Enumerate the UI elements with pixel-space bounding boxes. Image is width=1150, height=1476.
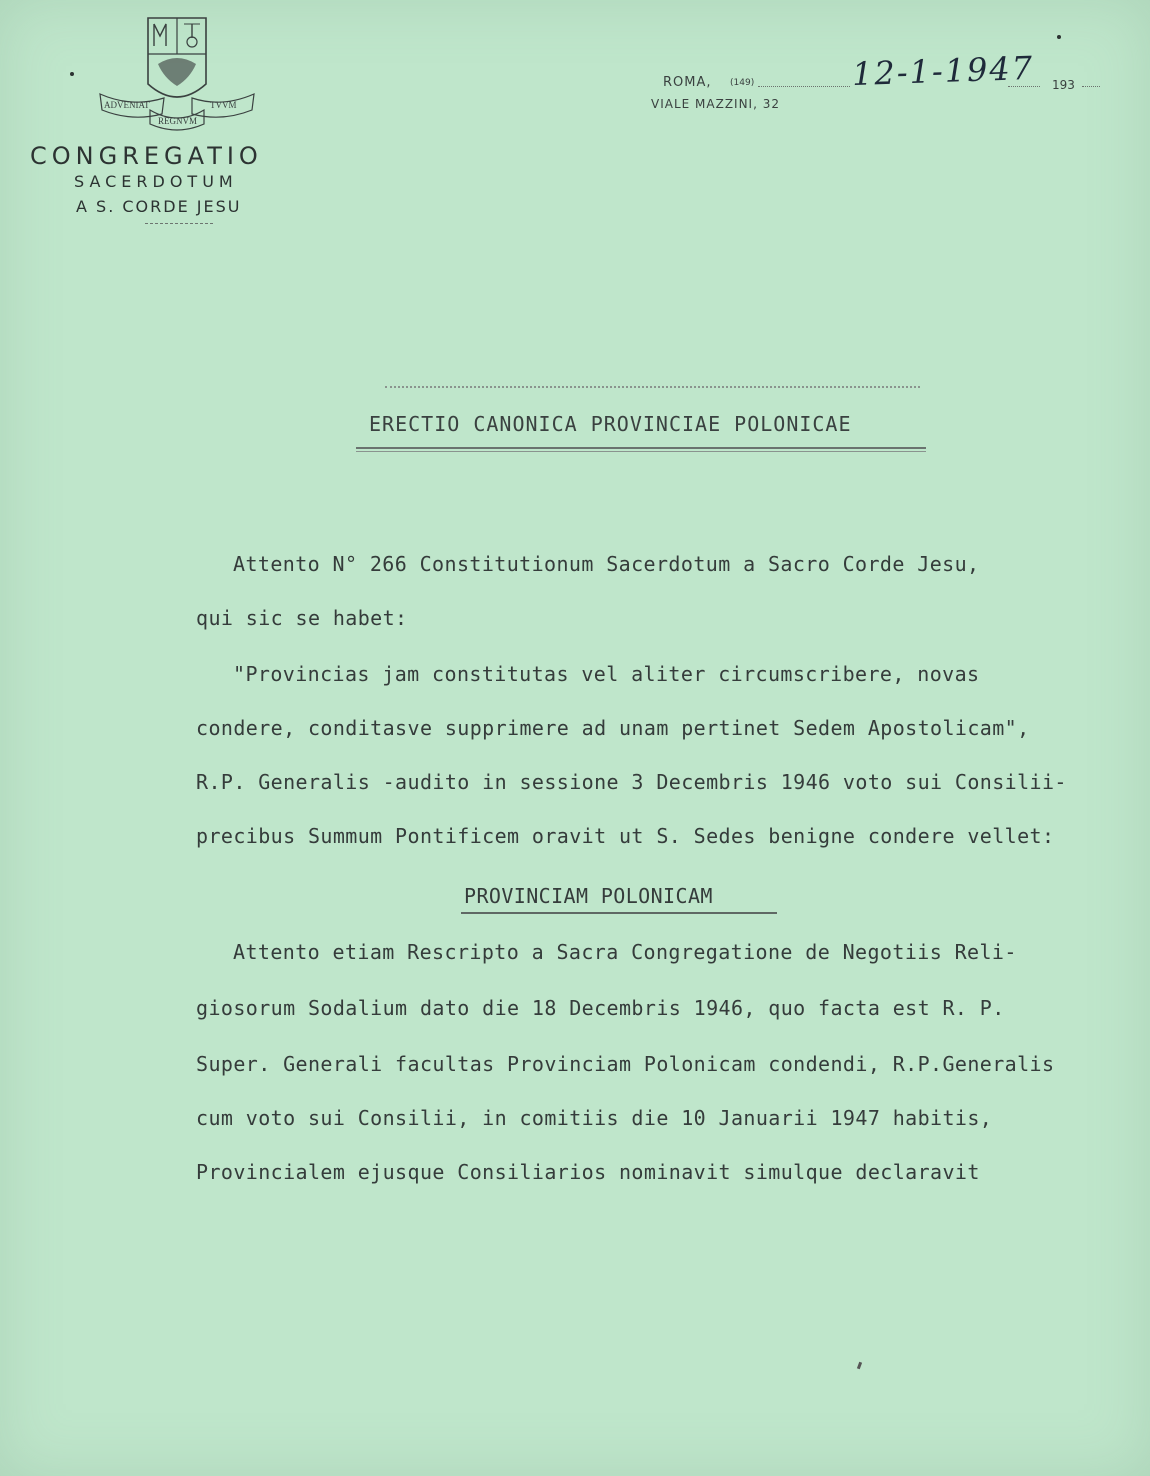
body-line: condere, conditasve supprimere ad unam pertinet Sedem Apostolicam",	[196, 716, 1030, 740]
body-line: Attento N° 266 Constitutionum Sacerdotum a Sacro Corde Jesu,	[233, 552, 980, 576]
crest-logo	[92, 14, 262, 134]
crest-banner-bottom: REGNVM	[158, 116, 198, 126]
body-line: giosorum Sodalium dato die 18 Decembris 1946, quo facta est R. P.	[196, 996, 1005, 1020]
title-dotted-rule	[385, 386, 920, 388]
title-underline	[356, 451, 926, 452]
city-code: (149)	[730, 78, 755, 88]
sub-heading-underline	[461, 912, 777, 914]
org-subtitle-2: A S. CORDE JESU	[76, 197, 242, 216]
body-line: Super. Generali facultas Provinciam Polonicam condendi, R.P.Generalis	[196, 1052, 1055, 1076]
date-dotted-line	[1082, 86, 1100, 87]
body-line: R.P. Generalis -audito in sessione 3 Decembris 1946 voto sui Consilii-	[196, 770, 1067, 794]
date-dotted-line	[1008, 86, 1040, 87]
city-label: ROMA,	[663, 75, 712, 90]
ink-speck	[70, 72, 74, 76]
year-prefix: 193	[1052, 78, 1075, 92]
address: VIALE MAZZINI, 32	[651, 97, 780, 111]
org-name: CONGREGATIO	[30, 142, 263, 170]
sub-heading: PROVINCIAM POLONICAM	[464, 884, 713, 908]
body-line: cum voto sui Consilii, in comitiis die 10 Januarii 1947 habitis,	[196, 1106, 993, 1130]
crest-banner-left: ADVENIAT	[104, 100, 150, 110]
date-dotted-line	[758, 86, 850, 87]
body-line: qui sic se habet:	[196, 606, 408, 630]
body-line: Attento etiam Rescripto a Sacra Congregatione de Negotiis Reli-	[233, 940, 1017, 964]
body-line: precibus Summum Pontificem oravit ut S. Sedes benigne condere vellet:	[196, 824, 1055, 848]
org-divider	[145, 223, 213, 224]
ink-speck	[1057, 35, 1061, 39]
document-title: ERECTIO CANONICA PROVINCIAE POLONICAE	[369, 412, 852, 436]
body-line: Provincialem ejusque Consiliarios nominavit simulque declaravit	[196, 1160, 980, 1184]
org-subtitle-1: SACERDOTUM	[74, 172, 238, 191]
body-line: "Provincias jam constitutas vel aliter circumscribere, novas	[233, 662, 980, 686]
handwritten-date: 12-1-1947	[851, 48, 1035, 94]
crest-banner-right: TVVM	[210, 100, 237, 110]
title-underline	[356, 447, 926, 449]
